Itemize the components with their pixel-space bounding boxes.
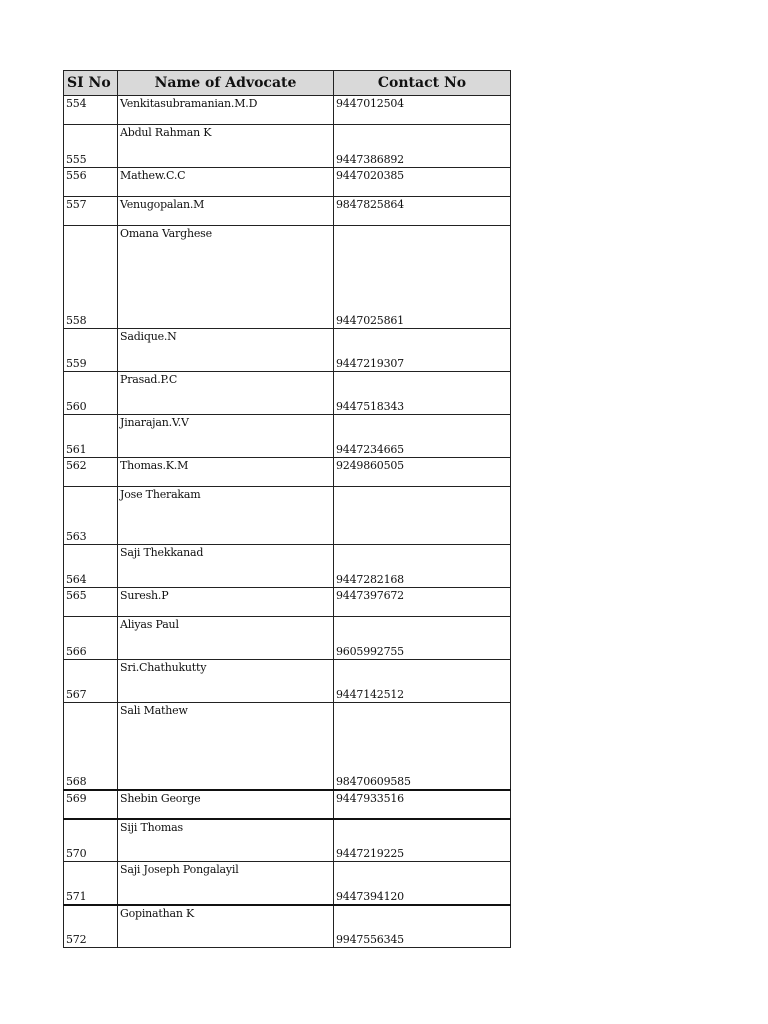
cell-contact-no: 9947556345 <box>334 905 511 948</box>
table-row <box>64 168 511 197</box>
table-row <box>64 487 511 545</box>
cell-contact-no: 98470609585 <box>334 703 511 790</box>
cell-sl-no: 572 <box>64 905 118 948</box>
cell-sl-no: 555 <box>64 125 118 168</box>
cell-sl-no: 569 <box>64 790 118 819</box>
cell-contact-no: 9447397672 <box>334 588 511 617</box>
cell-contact-no: 9447020385 <box>334 168 511 197</box>
table-body <box>64 96 511 948</box>
cell-contact-no: 9605992755 <box>334 617 511 660</box>
cell-advocate-name: Suresh.P <box>118 588 334 617</box>
cell-sl-no: 559 <box>64 329 118 372</box>
cell-contact-no: 9447142512 <box>334 660 511 703</box>
cell-contact-no: 9447394120 <box>334 862 511 905</box>
table-row <box>64 790 511 819</box>
cell-contact-no: 9447386892 <box>334 125 511 168</box>
cell-advocate-name: Sali Mathew <box>118 703 334 790</box>
cell-contact-no: 9447234665 <box>334 415 511 458</box>
cell-sl-no: 565 <box>64 588 118 617</box>
table-row <box>64 545 511 588</box>
cell-sl-no: 560 <box>64 372 118 415</box>
header-contact-no: Contact No <box>334 71 511 96</box>
cell-sl-no: 557 <box>64 197 118 226</box>
cell-contact-no: 9447012504 <box>334 96 511 125</box>
cell-sl-no: 567 <box>64 660 118 703</box>
cell-contact-no: 9447518343 <box>334 372 511 415</box>
cell-advocate-name: Saji Joseph Pongalayil <box>118 862 334 905</box>
cell-advocate-name: Venugopalan.M <box>118 197 334 226</box>
header-advocate-name: Name of Advocate <box>118 71 334 96</box>
table-row <box>64 458 511 487</box>
advocate-table <box>63 70 511 948</box>
table-row <box>64 372 511 415</box>
cell-advocate-name: Venkitasubramanian.M.D <box>118 96 334 125</box>
header-sl-no: SI No <box>64 71 118 96</box>
cell-advocate-name: Siji Thomas <box>118 819 334 862</box>
cell-advocate-name: Omana Varghese <box>118 226 334 329</box>
table-row <box>64 329 511 372</box>
table-row <box>64 588 511 617</box>
cell-sl-no: 554 <box>64 96 118 125</box>
cell-sl-no: 556 <box>64 168 118 197</box>
cell-sl-no: 568 <box>64 703 118 790</box>
cell-contact-no: 9447219225 <box>334 819 511 862</box>
cell-advocate-name: Abdul Rahman K <box>118 125 334 168</box>
cell-advocate-name: Saji Thekkanad <box>118 545 334 588</box>
cell-sl-no: 561 <box>64 415 118 458</box>
table-row <box>64 617 511 660</box>
cell-contact-no: 9447025861 <box>334 226 511 329</box>
table-row <box>64 415 511 458</box>
cell-advocate-name: Prasad.P.C <box>118 372 334 415</box>
cell-advocate-name: Shebin George <box>118 790 334 819</box>
cell-advocate-name: Thomas.K.M <box>118 458 334 487</box>
table-row <box>64 703 511 790</box>
cell-contact-no: 9847825864 <box>334 197 511 226</box>
cell-contact-no: 9447282168 <box>334 545 511 588</box>
table-row <box>64 819 511 862</box>
cell-contact-no: 9447219307 <box>334 329 511 372</box>
table-row <box>64 905 511 948</box>
cell-sl-no: 564 <box>64 545 118 588</box>
table-row <box>64 96 511 125</box>
cell-sl-no: 558 <box>64 226 118 329</box>
cell-sl-no: 563 <box>64 487 118 545</box>
table-header <box>64 71 511 96</box>
cell-advocate-name: Sadique.N <box>118 329 334 372</box>
cell-contact-no <box>334 487 511 545</box>
cell-advocate-name: Jinarajan.V.V <box>118 415 334 458</box>
header-row <box>64 71 511 96</box>
cell-advocate-name: Aliyas Paul <box>118 617 334 660</box>
cell-sl-no: 566 <box>64 617 118 660</box>
cell-advocate-name: Gopinathan K <box>118 905 334 948</box>
cell-contact-no: 9447933516 <box>334 790 511 819</box>
cell-advocate-name: Mathew.C.C <box>118 168 334 197</box>
table-row <box>64 125 511 168</box>
cell-contact-no: 9249860505 <box>334 458 511 487</box>
table-row <box>64 226 511 329</box>
table-row <box>64 197 511 226</box>
cell-sl-no: 562 <box>64 458 118 487</box>
cell-advocate-name: Jose Therakam <box>118 487 334 545</box>
table-row <box>64 660 511 703</box>
cell-sl-no: 571 <box>64 862 118 905</box>
cell-advocate-name: Sri.Chathukutty <box>118 660 334 703</box>
cell-sl-no: 570 <box>64 819 118 862</box>
table-row <box>64 862 511 905</box>
